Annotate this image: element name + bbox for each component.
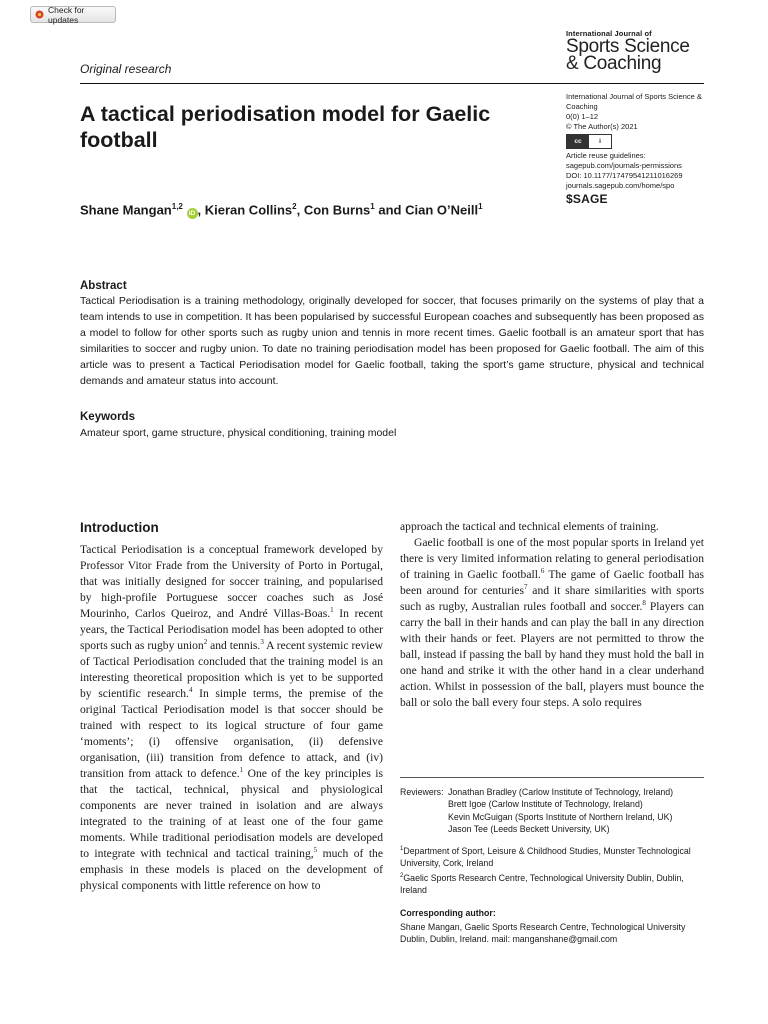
citation-marker: 8 (642, 599, 646, 608)
body-text-run: The game of Gaelic football has been around for centuries (400, 568, 704, 597)
author-affiliation-mark: 2 (292, 202, 297, 211)
orcid-icon[interactable]: iD (187, 208, 198, 219)
sage-dollar-mark: $ (566, 192, 573, 206)
reviewer-row (400, 798, 704, 810)
author-affiliation-mark: 1 (370, 202, 375, 211)
body-column-right (400, 519, 704, 711)
author-list (80, 198, 520, 219)
keywords-text: Amateur sport, game structure, physical conditioning, training model (80, 427, 397, 439)
issue-pages: 0(0) 1–12 (566, 112, 599, 121)
journal-logo-line3: & Coaching (566, 52, 662, 74)
citation-marker: 1 (239, 766, 244, 775)
abstract-text: Tactical Periodisation is a training methodology, originally developed for soccer, that focuses primarily on the systems of play that a team intends to use in competition. It has been popularised by successful European coaches and subsequently has been proposed as a model to follow for other sports such as rugby union and tennis in more recent times. Gaelic football is an amateur sport that has similarities to soccer and rugby union. To date no training periodisation model has been proposed for Gaelic football. The aim of this article was to present a Tactical Periodisation model for Gaelic football, taking the sport’s game structure, physical and technical demands and amateur status into account. (80, 295, 704, 387)
paper-title: A tactical periodisation model for Gaelic football (80, 102, 491, 152)
article-type-label: Original research (80, 62, 172, 76)
introduction-heading: Introduction (80, 520, 159, 535)
body-text-run: Players can carry the ball in their hands and can play the ball in any direction with their hands or feet. Players are not permitted to throw the ball, instead if passing the ball by hand they must hold the ball in one hand and strike it with the other hand in a clear underhand action. Whilst in possession of the ball, players must bounce the ball or solo the ball every four steps. A solo requires (400, 600, 704, 709)
author-name: Cian O’Neill (405, 202, 479, 218)
affiliation-text: Department of Sport, Leisure & Childhood Studies, Munster Technological University, Cork, Ireland (400, 845, 691, 869)
body-text-run: much of the emphasis in these models is placed on the development of physical components with little reference on how to (80, 847, 383, 892)
reviewers-label-spacer (400, 798, 448, 810)
author-name: Kieran Collins (204, 202, 293, 218)
affiliation-item (400, 870, 704, 897)
affiliation-item (400, 843, 704, 870)
reviewers-label-spacer (400, 823, 448, 835)
author-affiliation-mark: 1,2 (171, 202, 183, 211)
reviewers-label: Reviewers: (400, 787, 444, 797)
journal-name: International Journal of Sports Science & Coaching (566, 92, 702, 111)
bookmark-icon (35, 10, 44, 20)
reviewers-list (400, 786, 704, 836)
body-text-run: In recent years, the Tactical Periodisation model has been adopted to other sports such as rugby union (80, 607, 383, 652)
copyright-notice: © The Author(s) 2021 (566, 122, 638, 131)
body-paragraph (80, 542, 383, 894)
corresponding-author-heading: Corresponding author: (400, 908, 496, 918)
author-name: Con Burns (303, 202, 371, 218)
body-column-left (80, 542, 383, 894)
body-text-run: A recent systemic review of Tactical Periodisation concluded that the training model is an interesting theoretical proposition which is yet to be supported by scientific research. (80, 639, 383, 700)
body-paragraph (400, 535, 704, 711)
author-separator: , (197, 202, 205, 218)
header-divider (80, 83, 704, 84)
sage-logo (566, 194, 716, 204)
affiliations-list (400, 843, 704, 896)
reuse-guidelines-label: Article reuse guidelines: (566, 151, 646, 160)
check-for-updates-label: Check for updates (48, 4, 85, 25)
body-text-run: and tennis. (207, 639, 261, 652)
reviewer-row (400, 786, 704, 798)
journal-logo-line2: Sports Science (566, 35, 690, 57)
body-text-run: Gaelic football is one of the most popular sports in Ireland yet there is very limited information relating to general periodisation of training in Gaelic football. (400, 536, 704, 581)
affiliation-number: 1 (400, 846, 404, 852)
journal-home-link[interactable]: journals.sagepub.com/home/spo (566, 181, 675, 190)
reuse-guidelines-link[interactable]: sagepub.com/journals-permissions (566, 161, 682, 170)
citation-marker: 2 (203, 638, 208, 647)
body-text-run: One of the key principles is that the tactical, technical, physical and physiological components are never trained in isolation and are always integrated to the training of at least one of the four game moments. While traditional periodisation models are developed to integrate with technical and tactical training, (80, 767, 384, 860)
attribution-icon: i (599, 137, 601, 145)
creative-commons-icon[interactable] (566, 134, 612, 149)
author-separator: , (296, 202, 304, 218)
check-for-updates-button[interactable] (30, 6, 116, 23)
sage-logo-text: SAGE (572, 192, 608, 206)
body-text-run: In simple terms, the premise of the original Tactical Periodisation model is that soccer should be trained with respect to its logical structure of four game ‘moments’; (i) offensive organisation, (ii) defensive organisation, (iii) transition from defence to attack, and (iv) transition from attack to defence. (80, 687, 383, 780)
journal-logo-line1: International Journal of (566, 29, 652, 38)
reviewers-label-spacer (400, 811, 448, 823)
corresponding-author-text: Shane Mangan, Gaelic Sports Research Centre, Technological University Dublin, Dublin, Ireland. mail: manganshane@gmail.com (400, 922, 686, 945)
keywords-heading: Keywords (80, 411, 135, 423)
citation-marker: 7 (523, 583, 528, 592)
author-separator: and (374, 202, 406, 218)
doi[interactable]: DOI: 10.1177/17479541211016269 (566, 171, 683, 180)
reviewer-row (400, 811, 704, 823)
author-name: Shane Mangan (80, 202, 172, 218)
citation-marker: 1 (330, 606, 334, 615)
body-text-run: approach the tactical and technical elements of training. (400, 520, 659, 533)
cc-icon: cc (567, 135, 589, 148)
reviewer-name: Kevin McGuigan (Sports Institute of Northern Ireland, UK) (448, 811, 673, 822)
article-metadata (566, 92, 716, 204)
author-affiliation-mark: 1 (478, 202, 483, 211)
reviewer-name: Brett Igoe (Carlow Institute of Technology, Ireland) (448, 799, 643, 810)
citation-marker: 5 (313, 846, 318, 855)
abstract-heading: Abstract (80, 280, 127, 292)
citation-marker: 4 (188, 686, 193, 695)
reviewer-name: Jonathan Bradley (Carlow Institute of Technology, Ireland) (448, 787, 674, 797)
reviewer-row (400, 823, 704, 835)
body-text-run: and it share similarities with sports such as rugby, Australian rules football and soccer. (400, 584, 704, 613)
body-text-run: Tactical Periodisation is a conceptual framework developed by Professor Vitor Frade from the University of Porto in Portugal, that was initially designed for soccer training, and popularised by high-profile Portuguese soccer coaches such as José Mourinho, Carlos Queiroz, and André Villas-Boas. (80, 543, 383, 620)
footnote-divider (400, 777, 704, 778)
affiliation-number: 2 (400, 872, 404, 879)
citation-marker: 6 (540, 567, 545, 576)
body-paragraph (400, 519, 704, 535)
reviewer-name: Jason Tee (Leeds Beckett University, UK) (448, 824, 610, 835)
affiliation-text: Gaelic Sports Research Centre, Technological University Dublin, Dublin, Ireland (400, 872, 684, 896)
journal-logo (566, 30, 690, 72)
citation-marker: 3 (260, 638, 264, 647)
